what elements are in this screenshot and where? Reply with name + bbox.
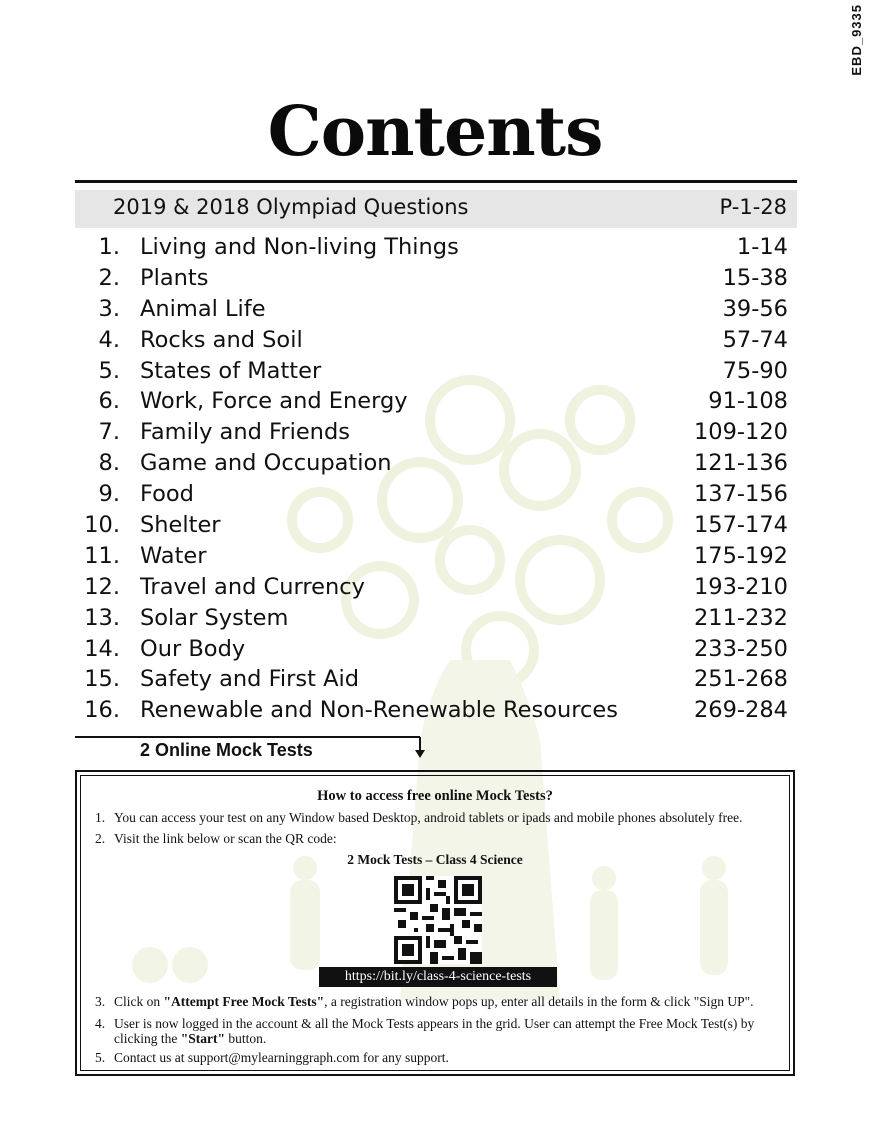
- step-text: [114, 1016, 777, 1046]
- step-number: 3.: [95, 994, 106, 1009]
- toc-pages: 91-108: [708, 388, 788, 415]
- mock-tests-info-box: [75, 770, 795, 1076]
- toc-number: 1.: [98, 234, 120, 260]
- step-number: 1.: [95, 810, 106, 825]
- step-text-part: User is now logged in the account & all the Mock Tests appears in the grid. User can attempt the Free Mock Test(s) by clicking the: [114, 1016, 755, 1046]
- title-rule: [75, 180, 797, 183]
- toc-title: Work, Force and Energy: [140, 388, 408, 415]
- page-title: Contents: [267, 92, 603, 172]
- toc-number: 5.: [98, 357, 120, 384]
- toc-entry[interactable]: [0, 512, 870, 543]
- step-text-part: button.: [224, 1031, 267, 1046]
- toc-title: Family and Friends: [140, 419, 350, 446]
- toc-entry[interactable]: [0, 388, 870, 419]
- toc-pages: 157-174: [693, 512, 788, 539]
- toc-pages: 175-192: [693, 542, 788, 569]
- toc-entry[interactable]: [0, 574, 870, 605]
- toc-pages: 233-250: [693, 635, 788, 662]
- step-text-part: , a registration window pops up, enter all details in the form & click "Sign UP".: [324, 994, 754, 1009]
- info-box-inner: [80, 775, 790, 1071]
- qr-code-icon[interactable]: [394, 876, 482, 964]
- toc-title: Travel and Currency: [140, 573, 365, 600]
- toc-pages: 1-14: [736, 234, 788, 260]
- toc-number: 13.: [84, 604, 120, 631]
- toc-pages: 251-268: [693, 666, 788, 693]
- toc-entry[interactable]: [0, 419, 870, 450]
- toc-pages: 15-38: [722, 264, 788, 291]
- support-contact-text: Contact us at support@mylearninggraph.com for any support.: [114, 1050, 449, 1065]
- toc-entry[interactable]: [0, 636, 870, 667]
- toc-number: 2.: [98, 264, 120, 291]
- toc-title: Game and Occupation: [140, 450, 392, 477]
- start-label: "Start": [180, 1031, 225, 1046]
- toc-number: 4.: [98, 326, 120, 353]
- toc-entry[interactable]: [0, 666, 870, 697]
- toc-pages: 57-74: [722, 326, 788, 353]
- toc-entry[interactable]: [0, 358, 870, 389]
- toc-title: States of Matter: [140, 357, 322, 384]
- toc-entry[interactable]: [0, 296, 870, 327]
- toc-number: 15.: [84, 666, 120, 693]
- toc-title: Plants: [140, 264, 209, 291]
- toc-pages: 39-56: [722, 295, 788, 322]
- toc-pages: 121-136: [693, 450, 788, 477]
- mock-tests-url[interactable]: https://bit.ly/class-4-science-tests: [319, 967, 557, 987]
- toc-title: Rocks and Soil: [140, 326, 303, 353]
- toc-entry[interactable]: [0, 481, 870, 512]
- toc-pages: 109-120: [693, 419, 788, 446]
- toc-number: 7.: [98, 419, 120, 446]
- toc-title: Animal Life: [140, 295, 266, 322]
- toc-number: 14.: [84, 635, 120, 662]
- toc-list: [0, 234, 870, 728]
- toc-number: 9.: [98, 481, 120, 508]
- toc-number: 12.: [84, 573, 120, 600]
- olympiad-questions-entry[interactable]: [75, 190, 797, 228]
- toc-entry[interactable]: [0, 605, 870, 636]
- online-mock-tests-link[interactable]: 2 Online Mock Tests: [140, 740, 313, 760]
- step-number: 2.: [95, 831, 106, 846]
- mock-tests-subtitle: 2 Mock Tests – Class 4 Science: [347, 852, 523, 867]
- step-text: You can access your test on any Window based Desktop, android tablets or ipads and mobile phones absolutely free.: [114, 810, 743, 825]
- olympiad-pages: P-1-28: [719, 195, 787, 219]
- attempt-free-mock-tests-label: "Attempt Free Mock Tests": [163, 994, 325, 1009]
- step-number: 4.: [95, 1016, 106, 1031]
- toc-title: Living and Non-living Things: [140, 234, 459, 260]
- step-text: Visit the link below or scan the QR code:: [114, 831, 337, 846]
- toc-pages: 75-90: [722, 357, 788, 384]
- toc-number: 16.: [84, 697, 120, 724]
- document-code: EBD_9335: [849, 4, 864, 76]
- toc-title: Solar System: [140, 604, 289, 631]
- toc-pages: 137-156: [693, 481, 788, 508]
- olympiad-label: 2019 & 2018 Olympiad Questions: [113, 195, 469, 219]
- step-text-part: Click on: [114, 994, 164, 1009]
- step-number: 5.: [95, 1050, 106, 1065]
- toc-pages: 211-232: [693, 604, 788, 631]
- toc-number: 11.: [84, 542, 120, 569]
- step-text: [114, 994, 777, 1009]
- toc-title: Safety and First Aid: [140, 666, 360, 693]
- toc-title: Food: [140, 481, 194, 508]
- toc-entry[interactable]: [0, 450, 870, 481]
- toc-pages: 193-210: [693, 573, 788, 600]
- toc-title: Water: [140, 542, 207, 569]
- info-box-title: How to access free online Mock Tests?: [317, 788, 553, 804]
- toc-number: 6.: [98, 388, 120, 415]
- toc-entry[interactable]: [0, 697, 870, 728]
- toc-title: Our Body: [140, 635, 246, 662]
- toc-entry[interactable]: [0, 327, 870, 358]
- toc-entry[interactable]: [0, 543, 870, 574]
- toc-entry[interactable]: [0, 265, 870, 296]
- toc-pages: 269-284: [693, 697, 788, 724]
- toc-title: Renewable and Non-Renewable Resources: [140, 697, 618, 724]
- toc-entry[interactable]: [0, 234, 870, 265]
- toc-number: 3.: [98, 295, 120, 322]
- toc-number: 8.: [98, 450, 120, 477]
- toc-title: Shelter: [140, 512, 221, 539]
- toc-number: 10.: [84, 512, 120, 539]
